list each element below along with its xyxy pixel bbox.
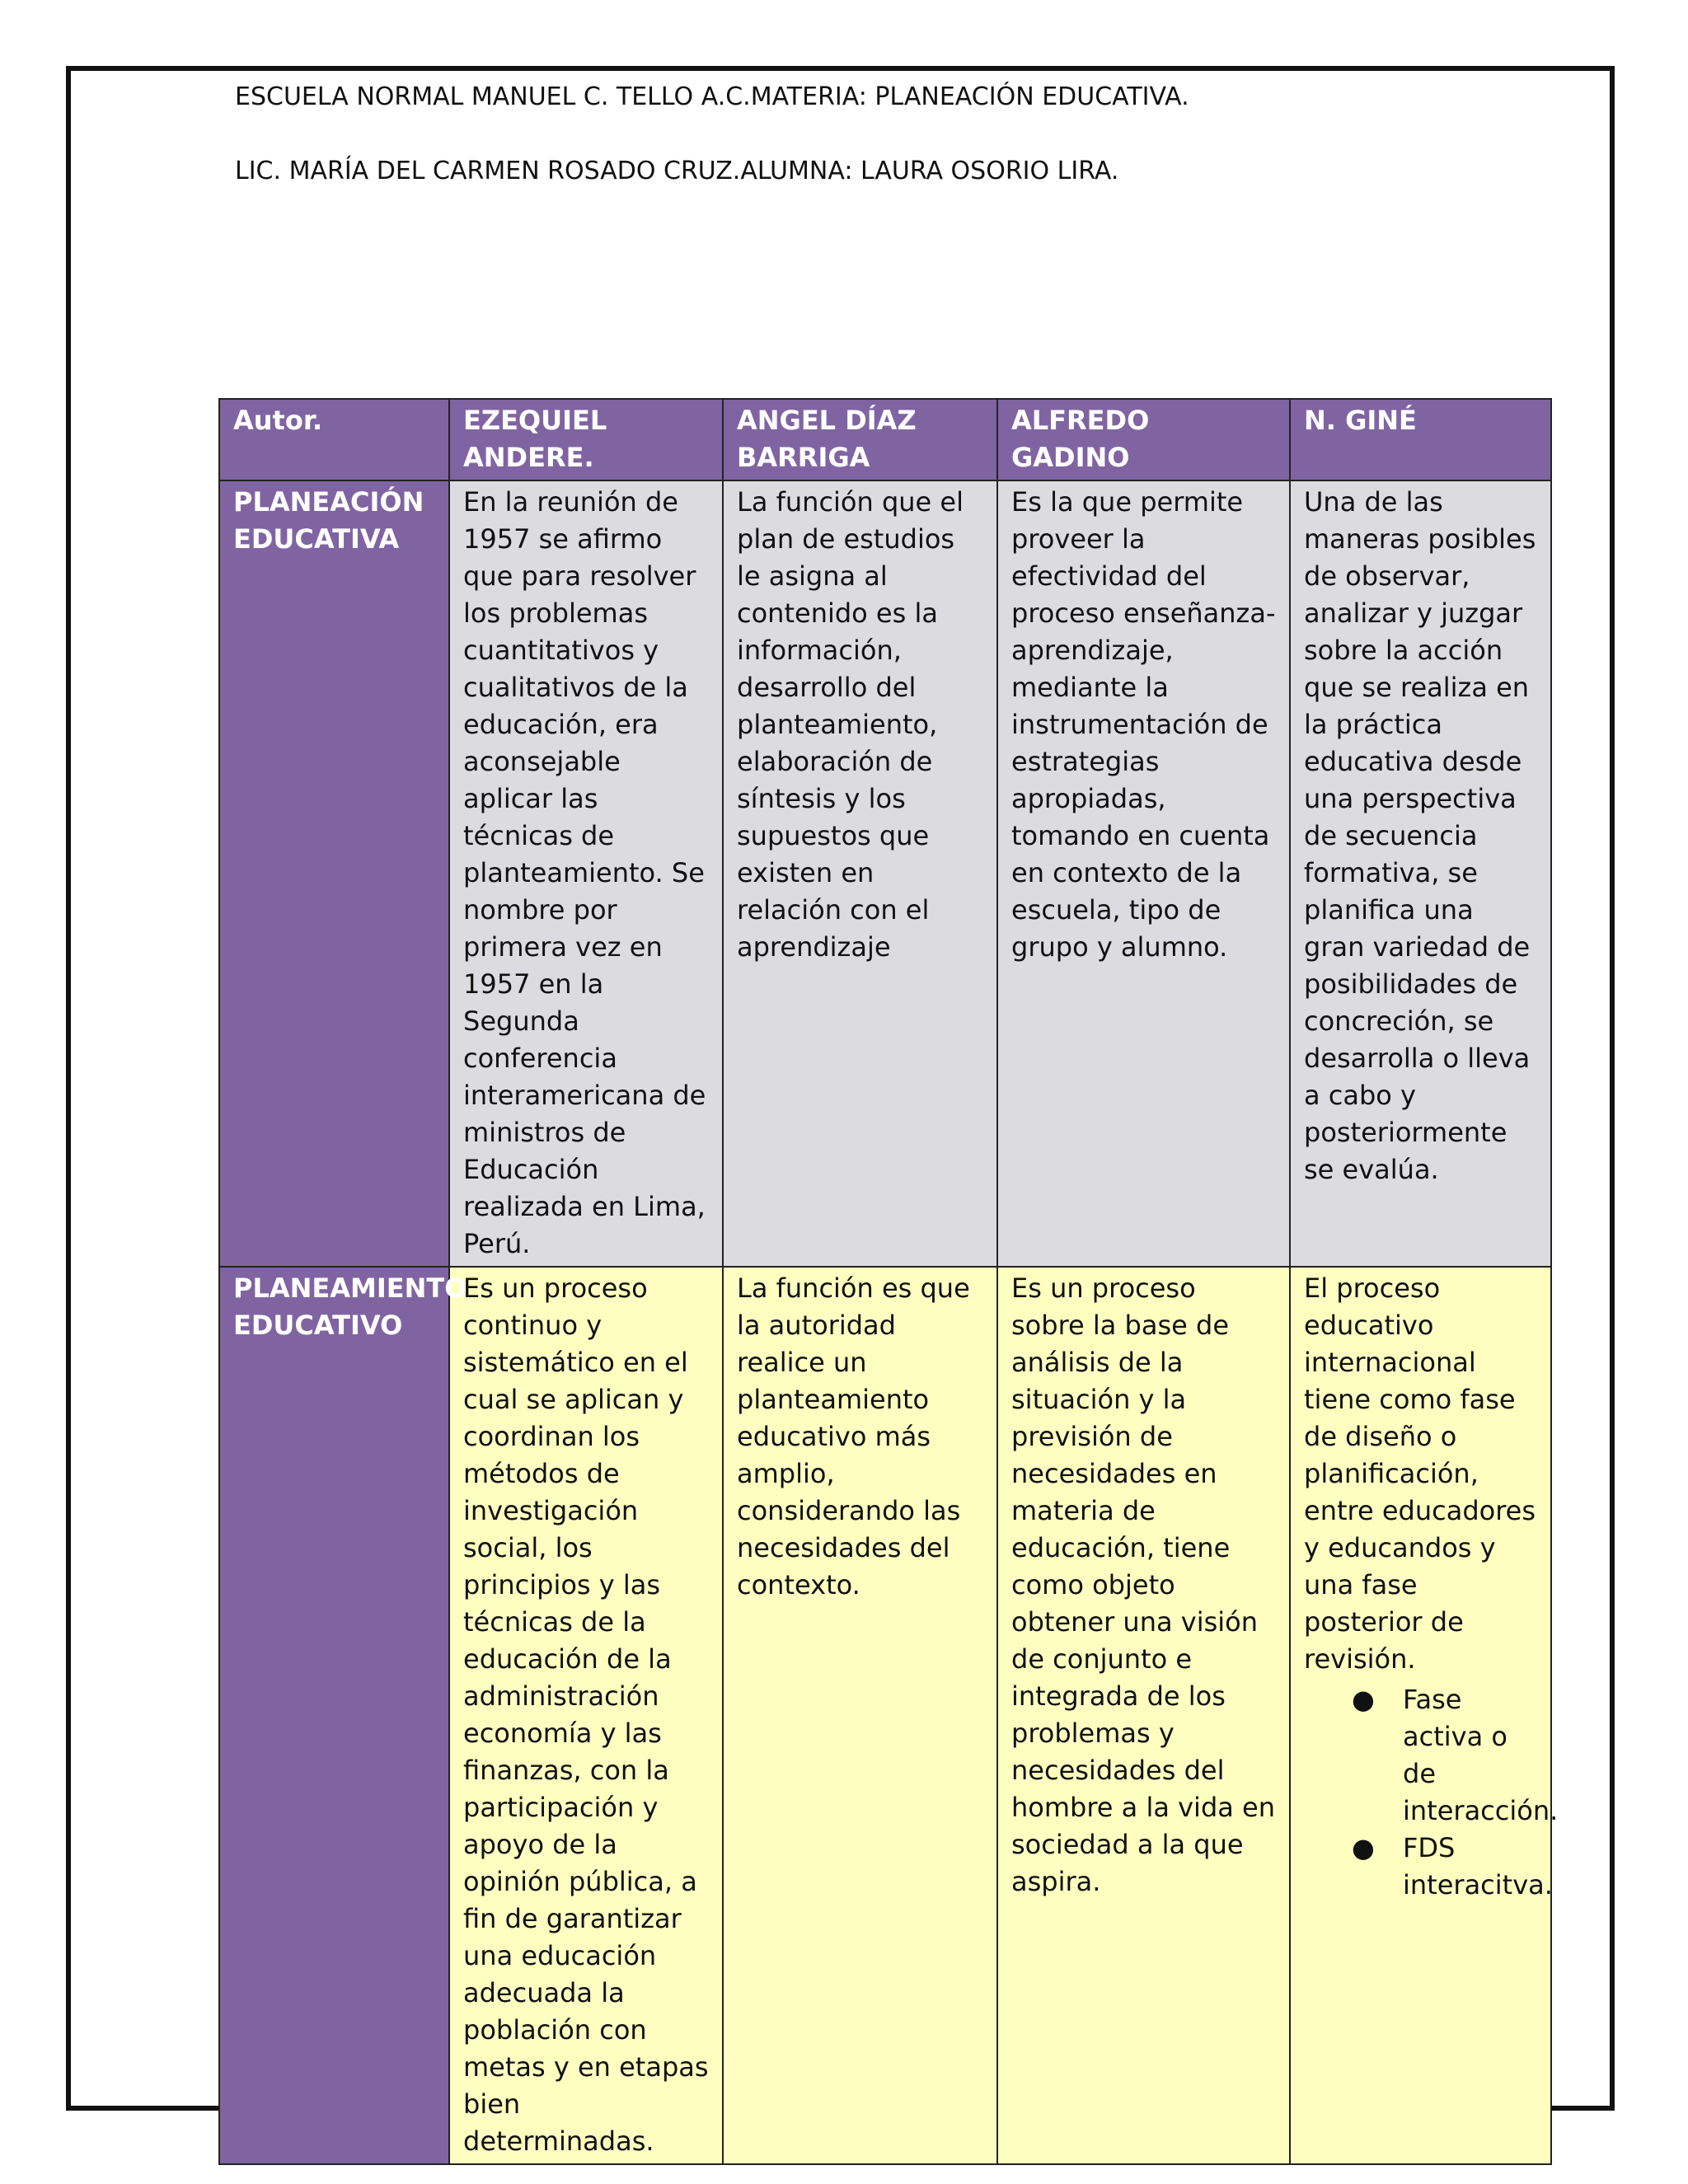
header-school-subject: ESCUELA NORMAL MANUEL C. TELLO A.C.MATERIA: PLANEACIÓN EDUCATIVA. (235, 82, 1189, 111)
list-item (1352, 1830, 1553, 1904)
column-header-autor: Autor. (219, 399, 449, 480)
table-cell (1290, 1267, 1559, 2164)
header-teacher-student: LIC. MARÍA DEL CARMEN ROSADO CRUZ.ALUMNA: LAURA OSORIO LIRA. (235, 157, 1119, 185)
table-cell: Es un proceso sobre la base de análisis de la situación y la previsión de necesidades en materia de educación, tiene como objeto obtener una visión de conjunto e integrada de los problemas y necesidades del hombre a la vida en sociedad a la que aspira. (997, 1267, 1290, 2164)
cell-text: El proceso educativo internacional tiene como fase de diseño o planificación, entre educadores y educandos y una fase posterior de revisión. (1304, 1272, 1536, 1675)
column-header-andere: EZEQUIEL ANDERE. (449, 399, 723, 480)
column-header-gadino: ALFREDO GADINO (997, 399, 1290, 480)
table-cell: En la reunión de 1957 se afirmo que para resolver los problemas cuantitativos y cualitativos de la educación, era aconsejable aplicar las técnicas de planteamiento. Se nombre por primera vez en 1957 en la Segunda conferencia interamericana de ministros de Educación realizada en Lima, Perú. (449, 480, 723, 1267)
column-header-diaz-barriga: ANGEL DÍAZ BARRIGA (723, 399, 997, 480)
bullet-text: Fase activa o de interacción. (1403, 1684, 1559, 1826)
table-header-row (219, 399, 1551, 480)
bullet-icon: ● (1352, 1832, 1375, 1863)
comparison-table (218, 398, 1559, 2165)
table-cell: La función que el plan de estudios le asigna al contenido es la información, desarrollo del planteamiento, elaboración de síntesis y los supuestos que existen en relación con el aprendizaje (723, 480, 997, 1267)
row-header-planeamiento: PLANEAMIENTO EDUCATIVO (219, 1267, 449, 2164)
bullet-list (1304, 1681, 1559, 1904)
column-header-gine: N. GINÉ (1290, 399, 1551, 480)
table-cell: Una de las maneras posibles de observar, analizar y juzgar sobre la acción que se realiza en la práctica educativa desde una perspectiva de secuencia formativa, se planifica una gran variedad de posibilidades de concreción, se desarrolla o lleva a cabo y posteriormente se evalúa. (1290, 480, 1551, 1267)
row-header-planeacion: PLANEACIÓN EDUCATIVA (219, 480, 449, 1267)
list-item (1352, 1681, 1559, 1830)
table-cell: La función es que la autoridad realice un planteamiento educativo más amplio, considerando las necesidades del contexto. (723, 1267, 997, 2164)
bullet-text: FDS interacitva. (1403, 1832, 1553, 1900)
table-row (219, 1267, 1551, 2164)
table-cell: Es un proceso continuo y sistemático en el cual se aplican y coordinan los métodos de investigación social, los principios y las técnicas de la educación de la administración economía y las finanzas, con la participación y apoyo de la opinión pública, a fin de garantizar una educación adecuada la población con metas y en etapas bien determinadas. (449, 1267, 723, 2164)
bullet-icon: ● (1352, 1684, 1375, 1715)
table-row (219, 480, 1551, 1267)
table-cell: Es la que permite proveer la efectividad del proceso enseñanza-aprendizaje, mediante la instrumentación de estrategias apropiadas, tomando en cuenta en contexto de la escuela, tipo de grupo y alumno. (997, 480, 1290, 1267)
